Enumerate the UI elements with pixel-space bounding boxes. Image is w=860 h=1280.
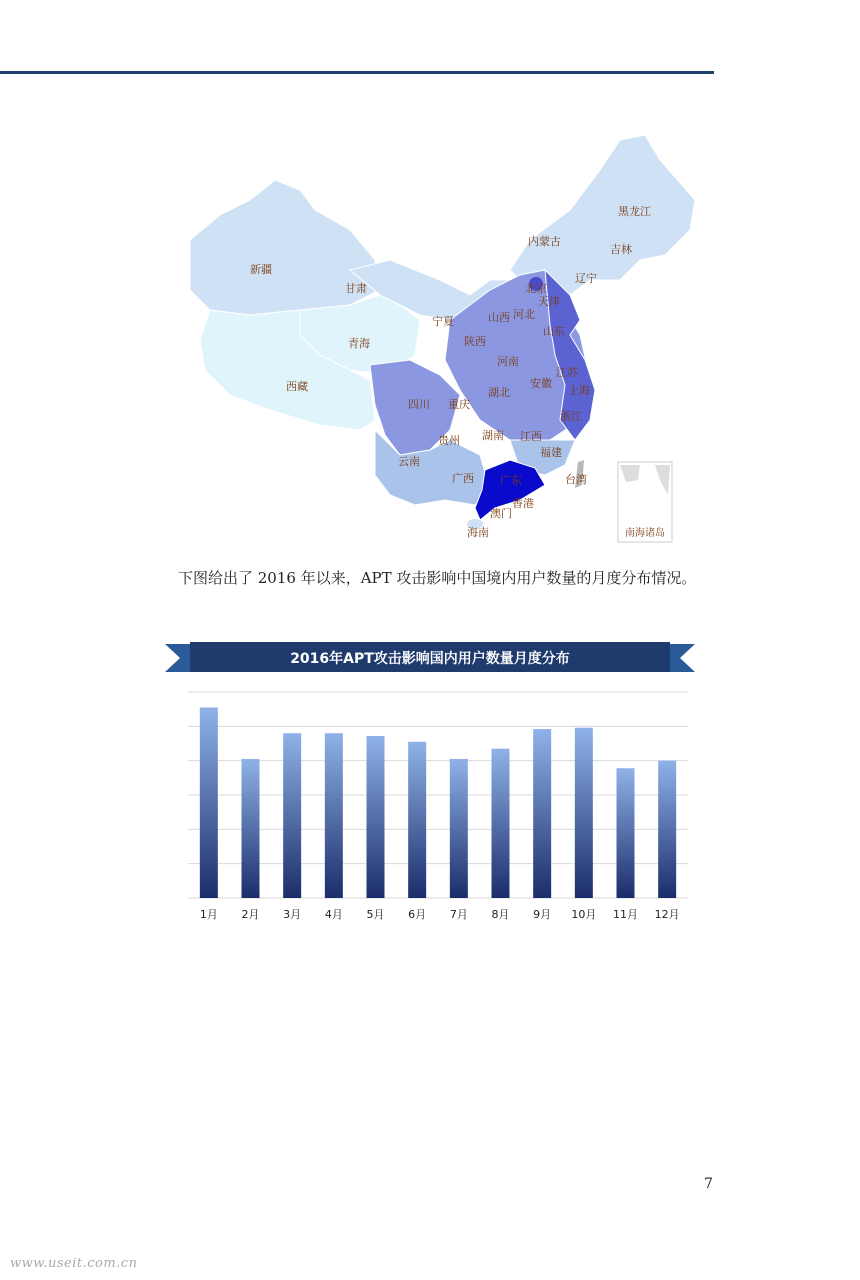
china-map bbox=[150, 120, 710, 550]
chart-bars bbox=[200, 707, 676, 898]
map-label-shandong: 山东 bbox=[543, 325, 565, 338]
x-tick-label: 8月 bbox=[491, 908, 510, 921]
map-label-neimenggu: 内蒙古 bbox=[528, 235, 561, 248]
x-tick-label: 12月 bbox=[654, 908, 680, 921]
map-label-guangxi: 广西 bbox=[452, 472, 474, 485]
chart-title-banner bbox=[165, 642, 695, 672]
map-label-aomen: 澳门 bbox=[490, 507, 512, 520]
map-label-anhui: 安徽 bbox=[530, 377, 552, 390]
chart-title: 2016年APT攻击影响国内用户数量月度分布 bbox=[290, 651, 570, 667]
map-label-chongqing: 重庆 bbox=[448, 398, 470, 411]
bar-8月 bbox=[492, 749, 510, 898]
x-tick-label: 7月 bbox=[449, 908, 468, 921]
map-label-fujian: 福建 bbox=[540, 446, 562, 459]
map-label-sichuan: 四川 bbox=[408, 398, 430, 411]
bar-11月 bbox=[617, 768, 635, 898]
map-label-ningxia: 宁夏 bbox=[432, 315, 454, 328]
map-label-hebei: 河北 bbox=[513, 308, 535, 321]
map-label-hubei: 湖北 bbox=[488, 386, 510, 399]
map-label-yunnan: 云南 bbox=[398, 455, 420, 468]
bar-6月 bbox=[408, 742, 426, 898]
map-label-xianggang: 香港 bbox=[512, 497, 534, 510]
bar-2月 bbox=[242, 759, 260, 898]
page-number: 7 bbox=[704, 1176, 713, 1192]
map-label-taiwan: 台湾 bbox=[565, 473, 587, 486]
x-tick-label: 6月 bbox=[408, 908, 427, 921]
body-paragraph: 下图给出了 2016 年以来，APT 攻击影响中国境内用户数量的月度分布情况。 bbox=[178, 569, 697, 587]
chart-gridlines bbox=[188, 692, 688, 898]
map-label-hunan: 湖南 bbox=[482, 429, 504, 442]
x-tick-label: 11月 bbox=[613, 908, 638, 921]
bar-9月 bbox=[533, 729, 551, 898]
map-label-gansu: 甘肃 bbox=[345, 282, 367, 295]
header-rule bbox=[0, 71, 714, 74]
map-label-henan: 河南 bbox=[497, 355, 519, 368]
map-label-beijing: 北京 bbox=[525, 282, 547, 295]
bar-1月 bbox=[200, 707, 218, 898]
x-tick-label: 3月 bbox=[283, 908, 302, 921]
map-label-guangdong: 广东 bbox=[500, 474, 522, 487]
x-tick-label: 9月 bbox=[533, 908, 552, 921]
map-label-liaoning: 辽宁 bbox=[575, 272, 597, 285]
x-tick-label: 10月 bbox=[571, 908, 597, 921]
map-label-hainan: 海南 bbox=[467, 526, 489, 539]
map-label-tianjin: 天津 bbox=[538, 295, 560, 308]
x-tick-label: 1月 bbox=[199, 908, 218, 921]
bar-10月 bbox=[575, 728, 593, 898]
map-label-heilongjiang: 黑龙江 bbox=[618, 205, 651, 218]
map-label-qinghai: 青海 bbox=[348, 337, 370, 350]
south-sea-inset bbox=[618, 462, 672, 542]
map-label-xizang: 西藏 bbox=[286, 380, 308, 393]
map-label-nanhai: 南海诸岛 bbox=[625, 528, 665, 539]
bar-7月 bbox=[450, 759, 468, 898]
bar-5月 bbox=[367, 736, 385, 898]
map-label-shaanxi: 陕西 bbox=[464, 335, 486, 348]
chart-x-ticks bbox=[200, 908, 680, 921]
map-label-jiangsu: 江苏 bbox=[556, 366, 578, 379]
map-label-xinjiang: 新疆 bbox=[250, 263, 272, 276]
x-tick-label: 5月 bbox=[366, 908, 385, 921]
x-tick-label: 2月 bbox=[241, 908, 260, 921]
map-label-zhejiang: 浙江 bbox=[560, 410, 582, 423]
x-tick-label: 4月 bbox=[324, 908, 343, 921]
bar-12月 bbox=[658, 761, 676, 898]
map-label-shanxi: 山西 bbox=[488, 311, 510, 324]
bar-4月 bbox=[325, 733, 343, 898]
map-label-shanghai: 上海 bbox=[568, 384, 590, 397]
map-label-guizhou: 贵州 bbox=[438, 434, 460, 447]
bar-3月 bbox=[283, 733, 301, 898]
watermark: www.useit.com.cn bbox=[10, 1256, 138, 1271]
map-label-jiangxi: 江西 bbox=[520, 430, 542, 443]
map-label-jilin: 吉林 bbox=[610, 243, 632, 256]
bar-chart bbox=[160, 640, 700, 940]
